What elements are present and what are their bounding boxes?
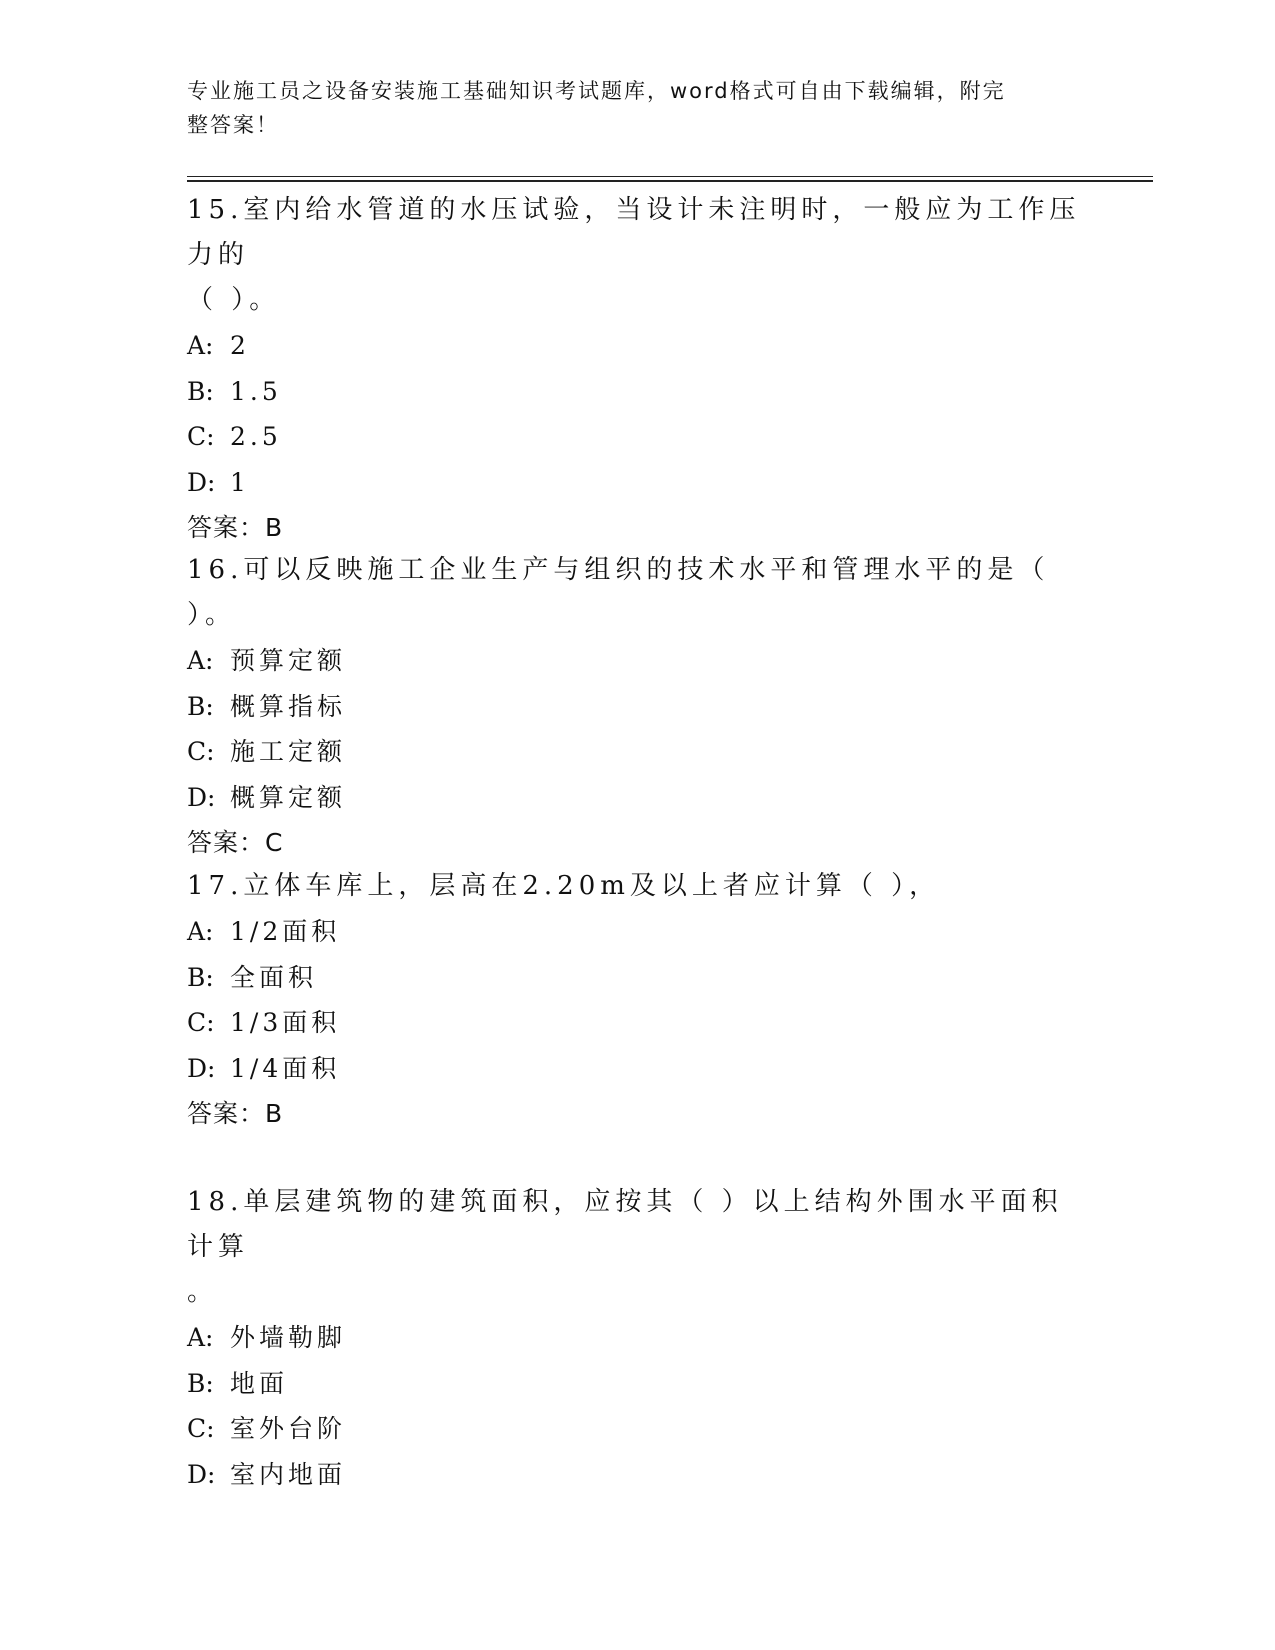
option-c (187, 1406, 1087, 1452)
option-b (187, 955, 1087, 1001)
option-text: 地面 (230, 1368, 289, 1398)
option-key: C: (187, 737, 215, 766)
question-18 (187, 1180, 1087, 1497)
option-d (187, 1452, 1087, 1498)
question-stem-line: 。 (187, 1277, 219, 1307)
question-stem-line: 16.可以反映施工企业生产与组织的技术水平和管理水平的是（ ）。 (187, 555, 1050, 630)
option-text: 室内地面 (230, 1459, 347, 1489)
option-key: B: (187, 962, 214, 992)
option-text: 1 (230, 467, 250, 497)
option-text: 外墙勒脚 (230, 1323, 347, 1352)
option-key: B: (187, 691, 214, 721)
option-text: 预算定额 (230, 646, 347, 675)
question-stem-line: 17.立体车库上，层高在2.20m及以上者应计算（ ）， (187, 871, 941, 901)
question-stem-line: （ ）。 (187, 285, 281, 315)
option-text: 施工定额 (230, 737, 347, 766)
option-b (187, 369, 1087, 415)
answer-line: 答案：B (187, 1099, 284, 1128)
option-d (187, 775, 1087, 821)
option-a (187, 638, 1087, 684)
option-a (187, 323, 1087, 369)
option-key: C: (187, 422, 215, 451)
option-key: B: (187, 376, 214, 406)
option-text: 概算指标 (230, 691, 347, 721)
question-stem-line: 18.单层建筑物的建筑面积，应按其（ ）以上结构外围水平面积计算 (187, 1187, 1063, 1262)
header-line-2: 整答案！ (187, 113, 279, 137)
question-17 (187, 864, 1087, 1136)
answer-line: 答案：C (187, 828, 284, 857)
header-line-1: 专业施工员之设备安装施工基础知识考试题库，word格式可自由下载编辑，附完 (187, 79, 1006, 103)
document-header (187, 74, 1067, 142)
option-text: 全面积 (230, 962, 318, 992)
option-key: A: (187, 1323, 214, 1352)
option-text: 1/4面积 (230, 1053, 341, 1083)
question-stem-line: 15.室内给水管道的水压试验，当设计未注明时，一般应为工作压力的 (187, 195, 1081, 270)
question-16 (187, 548, 1087, 865)
option-a (187, 909, 1087, 955)
option-key: D: (187, 467, 216, 497)
option-d (187, 460, 1087, 506)
option-text: 概算定额 (230, 782, 347, 812)
option-b (187, 1361, 1087, 1407)
option-key: C: (187, 1414, 215, 1443)
option-d (187, 1046, 1087, 1092)
option-text: 室外台阶 (230, 1414, 347, 1443)
option-key: A: (187, 646, 214, 675)
option-text: 1/2面积 (230, 917, 341, 946)
option-text: 2 (230, 331, 250, 360)
option-key: B: (187, 1368, 214, 1398)
option-key: A: (187, 917, 214, 946)
option-text: 1/3面积 (230, 1008, 341, 1037)
option-c (187, 729, 1087, 775)
option-a (187, 1315, 1087, 1361)
option-key: C: (187, 1008, 215, 1037)
header-divider-thick (187, 180, 1153, 182)
question-15 (187, 188, 1087, 550)
option-c (187, 1000, 1087, 1046)
option-c (187, 414, 1087, 460)
option-key: D: (187, 782, 216, 812)
option-text: 2.5 (230, 422, 282, 451)
option-b (187, 684, 1087, 730)
option-key: D: (187, 1053, 216, 1083)
option-key: D: (187, 1459, 216, 1489)
option-key: A: (187, 331, 214, 360)
option-text: 1.5 (230, 376, 282, 406)
answer-line: 答案：B (187, 513, 284, 542)
header-divider-thin (187, 176, 1153, 177)
